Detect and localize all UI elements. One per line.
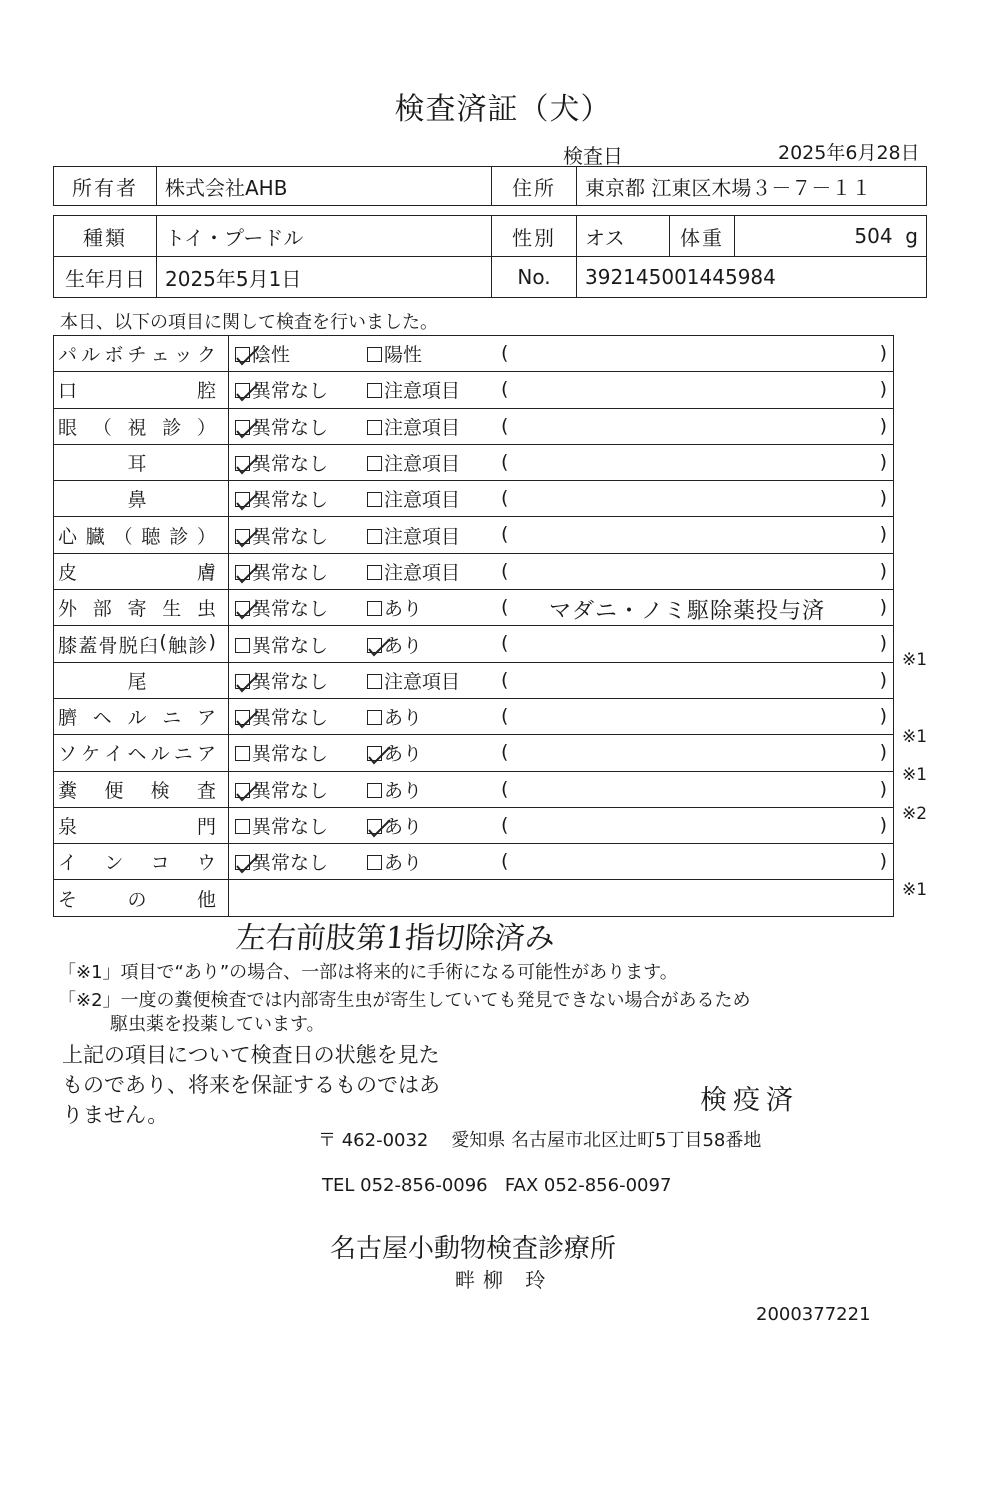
option-1-cell <box>229 698 368 734</box>
footnote-mark: ※1 <box>902 880 928 901</box>
note-close-paren: ) <box>879 378 887 401</box>
check-item-label: 外 部 寄 生 虫 <box>58 598 216 621</box>
check-item-label: 膝 蓋 骨 脱 臼 ( 触 診 ) <box>58 630 216 657</box>
option-label: 異常なし <box>252 598 329 621</box>
note-open-paren: ( <box>501 523 509 546</box>
option-label: 異常なし <box>252 525 329 548</box>
address-value: 東京都 江東区木場３－７－１１ <box>577 167 927 206</box>
option-label: 異常なし <box>252 670 329 693</box>
option-2-cell <box>367 336 501 372</box>
option-label: 異常なし <box>252 707 329 730</box>
note-cell <box>501 662 894 698</box>
checkbox[interactable] <box>235 638 250 653</box>
note-cell <box>501 481 894 517</box>
checkbox[interactable] <box>367 710 382 725</box>
checkbox[interactable] <box>367 565 382 580</box>
check-item-label: イ ン コ ウ <box>58 852 216 875</box>
note-open-paren: ( <box>501 668 509 691</box>
sex-value: オス <box>577 216 670 257</box>
note-open-paren: ( <box>501 487 509 510</box>
check-item-label: 皮 膚 <box>58 561 216 584</box>
note-close-paren: ) <box>879 450 887 473</box>
note-cell <box>501 807 894 843</box>
option-label: 異常なし <box>252 743 329 766</box>
option-1-cell <box>229 590 368 626</box>
breed-label: 種類 <box>54 216 157 257</box>
note-cell <box>501 771 894 807</box>
quarantine-stamp: 検疫済 <box>700 1085 799 1116</box>
note-cell <box>501 698 894 734</box>
check-row <box>54 481 894 517</box>
option-2-cell <box>367 553 501 589</box>
note-open-paren: ( <box>501 342 509 364</box>
note-cell <box>501 553 894 589</box>
note-close-paren: ) <box>879 668 887 691</box>
animal-table <box>53 215 927 298</box>
checkbox[interactable] <box>367 674 382 689</box>
note-close-paren: ) <box>879 704 887 727</box>
note-cell <box>501 408 894 444</box>
dob-value: 2025年5月1日 <box>157 257 492 298</box>
checkbox[interactable] <box>367 783 382 798</box>
option-2-cell <box>367 698 501 734</box>
note-close-paren: ) <box>879 559 887 582</box>
note-cell <box>501 336 894 372</box>
note-cell <box>501 372 894 408</box>
option-2-cell <box>367 444 501 480</box>
note-open-paren: ( <box>501 777 509 800</box>
option-2-cell <box>367 735 501 771</box>
option-label: 異常なし <box>252 852 329 875</box>
footnote-mark: ※1 <box>902 765 928 786</box>
note-open-paren: ( <box>501 632 509 655</box>
check-item-label: 鼻 <box>127 489 147 512</box>
note-close-paren: ) <box>879 632 887 655</box>
option-label: 異常なし <box>252 561 329 584</box>
note-close-paren: ) <box>879 777 887 800</box>
clinic-fax: FAX 052-856-0097 <box>504 1175 672 1196</box>
check-item-label: 泉 門 <box>58 816 216 838</box>
check-item-label: 糞 便 検 査 <box>58 779 216 802</box>
check-item-label: パ ル ボ チ ェ ッ ク <box>58 344 216 367</box>
document-title: 検査済証（犬） <box>394 92 612 127</box>
check-item-label: 心 臓 （ 聴 診 ） <box>58 525 216 548</box>
check-item-label: 耳 <box>127 453 147 476</box>
option-2-cell <box>367 662 501 698</box>
option-2-cell <box>367 517 501 553</box>
note-cell <box>501 626 894 662</box>
note-cell <box>501 735 894 771</box>
owner-value: 株式会社AHB <box>157 167 492 206</box>
option-label: 異常なし <box>252 779 329 802</box>
no-value: 392145001445984 <box>577 257 927 298</box>
note-cell <box>501 444 894 480</box>
check-row <box>54 444 894 480</box>
other-value-cell <box>229 880 894 916</box>
option-1-cell <box>229 517 368 553</box>
note-close-paren: ) <box>879 523 887 546</box>
note-cell <box>501 844 894 880</box>
clinic-address: 愛知県 名古屋市北区辻町5丁目58番地 <box>451 1130 762 1151</box>
option-label: 注意項目 <box>384 453 461 476</box>
checkbox[interactable] <box>367 529 382 544</box>
check-item-cell <box>54 807 229 843</box>
check-row <box>54 553 894 589</box>
note-open-paren: ( <box>501 704 509 727</box>
check-item-cell <box>54 735 229 771</box>
option-label: 異常なし <box>252 634 329 657</box>
option-label: 陽性 <box>384 344 423 367</box>
note-close-paren: ) <box>879 741 887 764</box>
footnote-mark: ※1 <box>902 650 928 671</box>
option-label: 注意項目 <box>384 525 461 548</box>
check-row <box>54 698 894 734</box>
option-2-cell <box>367 771 501 807</box>
vet-name: 畔柳 玲 <box>455 1268 554 1292</box>
option-label: 異常なし <box>252 416 329 439</box>
check-row <box>54 662 894 698</box>
note-open-paren: ( <box>501 559 509 582</box>
option-label: 陰性 <box>252 344 291 367</box>
checkbox[interactable] <box>367 420 382 435</box>
check-item-label: 口 腔 <box>58 380 216 403</box>
check-row <box>54 807 894 843</box>
other-label: そ の 他 <box>58 888 216 911</box>
option-2-cell <box>367 626 501 662</box>
option-label: 注意項目 <box>384 670 461 693</box>
option-1-cell <box>229 807 368 843</box>
check-item-cell <box>54 553 229 589</box>
checkbox[interactable] <box>235 819 250 834</box>
clinic-tel: TEL 052-856-0096 <box>322 1175 488 1196</box>
option-label: あり <box>384 743 423 766</box>
option-label: あり <box>384 707 423 730</box>
check-row <box>54 771 894 807</box>
check-item-cell <box>54 408 229 444</box>
owner-table <box>53 166 927 206</box>
option-label: あり <box>384 816 423 838</box>
checkbox[interactable] <box>235 746 250 761</box>
footnote-2-line2: 駆虫薬を投薬しています。 <box>110 1014 325 1035</box>
disclaimer: 上記の項目について検査日の状態を見たものであり、将来を保証するものではありません。 <box>62 1043 440 1127</box>
option-1-cell <box>229 626 368 662</box>
option-1-cell <box>229 444 368 480</box>
intro-text: 本日、以下の項目に関して検査を行いました。 <box>60 312 438 333</box>
dob-label: 生年月日 <box>54 257 157 298</box>
note-open-paren: ( <box>501 450 509 473</box>
checkbox[interactable] <box>367 492 382 507</box>
check-item-cell <box>54 444 229 480</box>
checkbox[interactable] <box>367 347 382 362</box>
check-item-cell <box>54 372 229 408</box>
note-close-paren: ) <box>879 596 887 619</box>
clinic-address-line <box>318 1126 761 1152</box>
check-item-cell <box>54 626 229 662</box>
weight-value: 504 <box>854 224 893 248</box>
check-item-cell <box>54 481 229 517</box>
note-close-paren: ) <box>879 850 887 873</box>
inspection-date-value: 2025年6月28日 <box>778 142 920 164</box>
option-label: 注意項目 <box>384 561 461 584</box>
note-close-paren: ) <box>879 342 887 364</box>
footnote-mark: ※1 <box>902 727 928 747</box>
option-1-cell <box>229 553 368 589</box>
option-2-cell <box>367 807 501 843</box>
note-close-paren: ) <box>879 414 887 437</box>
option-1-cell <box>229 844 368 880</box>
check-row <box>54 735 894 771</box>
option-2-cell <box>367 372 501 408</box>
check-item-cell <box>54 698 229 734</box>
check-item-cell <box>54 844 229 880</box>
check-item-cell <box>54 336 229 372</box>
checkbox[interactable] <box>367 383 382 398</box>
checkbox[interactable] <box>367 456 382 471</box>
option-2-cell <box>367 844 501 880</box>
weight-unit: g <box>905 224 918 248</box>
option-label: あり <box>384 852 423 875</box>
option-label: 注意項目 <box>384 380 461 403</box>
check-item-cell <box>54 590 229 626</box>
check-item-label: 眼 （ 視 診 ） <box>58 416 216 439</box>
option-2-cell <box>367 590 501 626</box>
other-value: 左右前肢第1指切除済み <box>234 921 557 956</box>
note-cell <box>501 590 894 626</box>
option-label: あり <box>384 779 423 802</box>
weight-field <box>735 216 927 257</box>
note-cell <box>501 517 894 553</box>
check-row <box>54 626 894 662</box>
check-row <box>54 336 894 372</box>
option-label: 異常なし <box>252 816 329 838</box>
footnote-2-line1: 「※2」一度の糞便検査では内部寄生虫が寄生していても発見できない場合があるため <box>58 990 751 1011</box>
check-row <box>54 517 894 553</box>
option-label: あり <box>384 598 423 621</box>
note-open-paren: ( <box>501 414 509 437</box>
breed-value: トイ・プードル <box>157 216 492 257</box>
option-label: 異常なし <box>252 453 329 476</box>
serial-number: 2000377221 <box>756 1304 871 1325</box>
option-label: 異常なし <box>252 380 329 403</box>
option-label: あり <box>384 634 423 657</box>
check-row <box>54 372 894 408</box>
note-open-paren: ( <box>501 850 509 873</box>
checkbox[interactable] <box>367 601 382 616</box>
note-close-paren: ) <box>879 487 887 510</box>
check-item-label: 尾 <box>127 670 147 693</box>
footnote-mark: ※2 <box>902 803 928 824</box>
option-1-cell <box>229 481 368 517</box>
postal-code: 〒 462-0032 <box>318 1130 429 1151</box>
clinic-phone-line <box>322 1175 671 1196</box>
option-1-cell <box>229 408 368 444</box>
owner-label: 所有者 <box>54 167 157 206</box>
option-1-cell <box>229 662 368 698</box>
note-text: マダニ・ノミ駆除薬投与済 <box>549 599 826 625</box>
note-close-paren: ) <box>879 813 887 836</box>
note-open-paren: ( <box>501 741 509 764</box>
no-label: No. <box>492 257 577 298</box>
option-2-cell <box>367 408 501 444</box>
option-label: 異常なし <box>252 489 329 512</box>
note-open-paren: ( <box>501 596 509 619</box>
note-open-paren: ( <box>501 378 509 401</box>
checkbox[interactable] <box>367 855 382 870</box>
option-1-cell <box>229 771 368 807</box>
sex-label: 性別 <box>492 216 577 257</box>
check-row <box>54 590 894 626</box>
clinic-name: 名古屋小動物検査診療所 <box>329 1234 616 1264</box>
other-label-cell <box>54 880 229 916</box>
footnote-1: 「※1」項目で“あり”の場合、一部は将来的に手術になる可能性があります。 <box>58 962 678 983</box>
check-row <box>54 408 894 444</box>
check-item-cell <box>54 662 229 698</box>
option-1-cell <box>229 336 368 372</box>
check-item-cell <box>54 517 229 553</box>
checks-table <box>53 335 894 917</box>
inspection-date-label: 検査日 <box>563 144 623 168</box>
check-item-label: ソ ケ イ ヘ ル ニ ア <box>58 743 216 766</box>
address-label: 住所 <box>492 167 577 206</box>
check-item-label: 臍 ヘ ル ニ ア <box>58 707 216 730</box>
option-1-cell <box>229 735 368 771</box>
check-row <box>54 844 894 880</box>
option-label: 注意項目 <box>384 416 461 439</box>
option-label: 注意項目 <box>384 489 461 512</box>
check-item-cell <box>54 771 229 807</box>
option-1-cell <box>229 372 368 408</box>
weight-label: 体重 <box>670 216 735 257</box>
note-open-paren: ( <box>501 813 509 836</box>
option-2-cell <box>367 481 501 517</box>
